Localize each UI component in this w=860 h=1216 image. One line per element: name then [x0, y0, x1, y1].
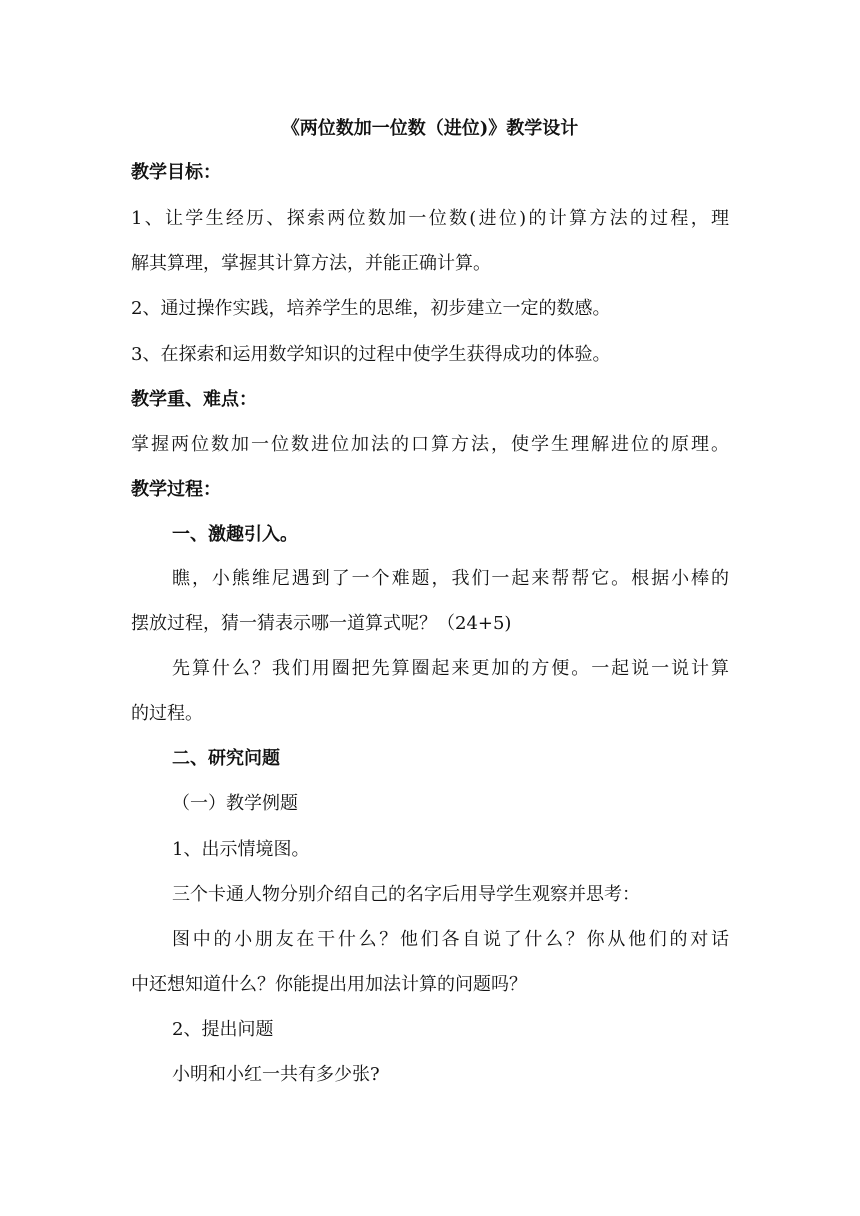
question-line-1: 图中的小朋友在干什么？他们各自说了什么？你从他们的对话 [172, 929, 729, 950]
key-points-heading: 教学重、难点： [131, 389, 257, 410]
section-1-paragraph-1-line-1: 瞧，小熊维尼遇到了一个难题，我们一起来帮帮它。根据小棒的 [172, 568, 729, 589]
section-1-paragraph-1-line-2: 摆放过程，猜一猜表示哪一道算式呢？（24+5) [131, 613, 512, 634]
question-line-2: 中还想知道什么？你能提出用加法计算的问题吗？ [131, 974, 527, 995]
section-1-heading: 一、激趣引入。 [172, 524, 298, 545]
step-1: 1、出示情境图。 [172, 839, 310, 860]
section-1-paragraph-2-line-2: 的过程。 [131, 703, 203, 724]
key-points-text: 掌握两位数加一位数进位加法的口算方法，使学生理解进位的原理。 [131, 434, 729, 455]
objective-1-line-1: 1、让学生经历、探索两位数加一位数(进位)的计算方法的过程，理 [131, 208, 729, 229]
step-2-text: 小明和小红一共有多少张? [172, 1064, 380, 1085]
process-heading: 教学过程： [131, 479, 221, 500]
step-2: 2、提出问题 [172, 1019, 274, 1040]
document-title: 《两位数加一位数（进位)》教学设计 [281, 118, 579, 139]
objectives-heading: 教学目标： [131, 162, 221, 183]
section-2-heading: 二、研究问题 [172, 748, 280, 769]
step-1-text: 三个卡通人物分别介绍自己的名字后用导学生观察并思考： [172, 884, 640, 905]
section-1-paragraph-2-line-1: 先算什么？我们用圈把先算圈起来更加的方便。一起说一说计算 [172, 658, 729, 679]
objective-2: 2、通过操作实践，培养学生的思维，初步建立一定的数感。 [131, 298, 611, 319]
objective-3: 3、在探索和运用数学知识的过程中使学生获得成功的体验。 [131, 344, 611, 365]
subsection-1-heading: （一）教学例题 [172, 793, 298, 814]
objective-1-line-2: 解其算理，掌握其计算方法，并能正确计算。 [131, 253, 491, 274]
